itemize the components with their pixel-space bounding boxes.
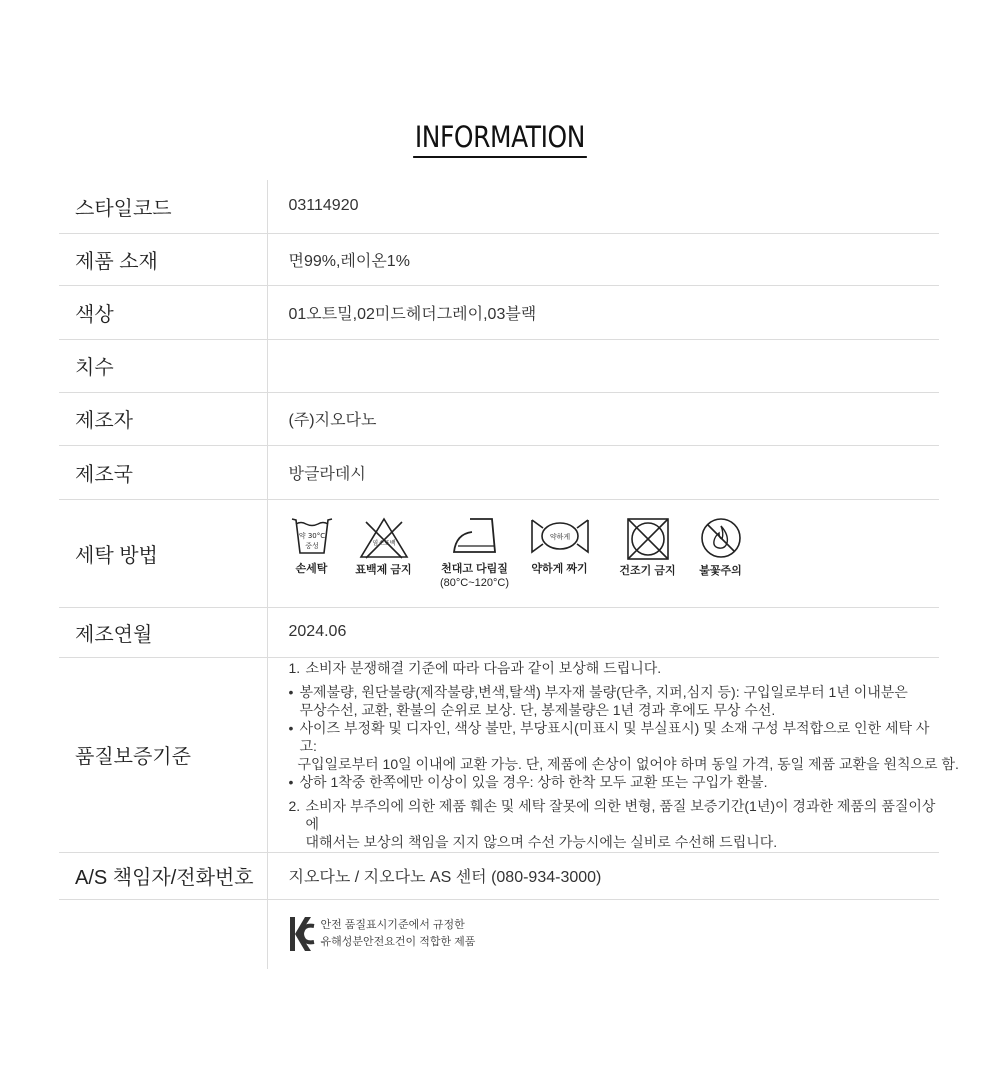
- caption-iron: 천대고 다림질: [441, 563, 508, 575]
- caption-no-bleach: 표백제 금지: [355, 564, 412, 576]
- bullet-mark: •: [288, 773, 294, 790]
- bullet-mark: •: [288, 719, 294, 736]
- hand-wash-temp: 약 30°C: [298, 532, 325, 540]
- label-kc-empty: [59, 899, 267, 969]
- wash-icon-no-dry: [613, 516, 683, 578]
- label-style-code: 스타일코드: [59, 180, 267, 233]
- warranty-item-2-line1: 소비자 부주의에 의한 제품 훼손 및 세탁 잘못에 의한 변형, 품질 보증기간(1년)이 경과한 제품의 품질이상에: [305, 797, 936, 832]
- bullet-mark: •: [288, 683, 294, 700]
- value-maker: (주)지오다노: [267, 392, 939, 445]
- value-size: [267, 339, 939, 392]
- warranty-bullet-2-line1: 사이즈 부정확 및 디자인, 색상 불만, 부당표시(미표시 및 부실표시) 및 소재 구성 부적합으로 인한 세탁 사고:: [299, 719, 930, 754]
- wash-icon-wring: [525, 516, 595, 576]
- warranty-bullet-1-line2: 무상수선, 교환, 환불의 순위로 보상. 단, 봉제불량은 1년 경과 후에도 무상 수선.: [299, 701, 776, 718]
- label-color: 색상: [59, 285, 267, 339]
- wash-icon-fire: [691, 516, 751, 578]
- no-dryer-icon: [625, 516, 671, 562]
- label-country: 제조국: [59, 445, 267, 499]
- caption-fire: 불꽃주의: [699, 565, 742, 577]
- label-maker: 제조자: [59, 392, 267, 445]
- value-style-code: 03114920: [267, 180, 939, 233]
- row-wash: [59, 499, 939, 607]
- kc-certification: [289, 916, 939, 952]
- warranty-bullet-2-line2: 구입일로부터 10일 이내에 교환 가능. 단, 제품에 손상이 없어야 하며 동일 가격, 동일 제품 교환을 원칙으로 함.: [297, 755, 959, 772]
- hand-wash-neutral: 중성: [304, 542, 319, 550]
- caption-iron-temp: (80°C~120°C): [439, 577, 510, 589]
- warranty-bullet-3: [289, 773, 939, 791]
- warranty-text: [288, 659, 959, 851]
- label-date: 제조연월: [59, 607, 267, 657]
- kc-mark-icon: [289, 916, 315, 952]
- row-warranty: [59, 657, 939, 852]
- page-title: INFORMATION: [413, 118, 587, 158]
- wash-icon-no-bleach: [349, 516, 419, 577]
- caption-no-dry: 건조기 금지: [619, 565, 676, 577]
- row-color: [59, 285, 939, 339]
- fire-caution-icon: [699, 516, 743, 560]
- warranty-item-2: [289, 797, 939, 833]
- wring-icon: [529, 516, 591, 556]
- warranty-item-2-num: 2.: [288, 797, 301, 814]
- caption-hand-wash: 손세탁: [295, 563, 328, 575]
- wring-text: 약하게: [549, 533, 570, 541]
- row-material: [59, 233, 939, 285]
- warranty-item-2-line2: 대해서는 보상의 책임을 지지 않으며 수선 가능시에는 실비로 수선해 드립니다.: [305, 833, 778, 850]
- value-kc: [267, 899, 939, 969]
- value-wash: [267, 499, 939, 607]
- value-country: 방글라데시: [267, 445, 939, 499]
- row-maker: [59, 392, 939, 445]
- info-table: [59, 180, 959, 969]
- label-material: 제품 소재: [59, 233, 267, 285]
- row-country: [59, 445, 939, 499]
- row-kc: [59, 899, 939, 969]
- iron-icon: [450, 516, 500, 556]
- row-date: [59, 607, 939, 657]
- kc-line-1: 안전 품질표시기준에서 규정한: [320, 919, 465, 932]
- wash-icon-hand-wash: [287, 516, 337, 576]
- info-title-wrap: [0, 118, 1000, 158]
- warranty-bullet-1-line1: 봉제불량, 원단불량(제작불량,변색,탈색) 부자재 불량(단추, 지퍼,심지 등): 구입일로부터 1년 이내분은: [299, 683, 908, 700]
- row-as: [59, 852, 939, 899]
- hand-wash-icon: [290, 516, 334, 556]
- no-bleach-text: 염소표백: [371, 540, 396, 547]
- no-bleach-icon: [358, 516, 410, 560]
- value-color: 01오트밀,02미드헤더그레이,03블랙: [267, 285, 939, 339]
- kc-line-2: 유해성분안전요건이 적합한 제품: [320, 936, 476, 949]
- value-date: 2024.06: [267, 607, 939, 657]
- label-warranty: 품질보증기준: [59, 657, 267, 852]
- label-wash: 세탁 방법: [59, 499, 267, 607]
- warranty-item-1-text: 소비자 분쟁해결 기준에 따라 다음과 같이 보상해 드립니다.: [305, 659, 662, 676]
- kc-text: [321, 917, 476, 951]
- row-style-code: [59, 180, 939, 233]
- wash-icon-iron: [435, 516, 515, 590]
- row-size: [59, 339, 939, 392]
- value-as: 지오다노 / 지오다노 AS 센터 (080-934-3000): [267, 852, 939, 899]
- warranty-bullet-1: [289, 683, 939, 701]
- wash-icons: [289, 516, 939, 590]
- warranty-item-1: [289, 659, 939, 677]
- value-warranty: [267, 657, 959, 852]
- label-size: 치수: [59, 339, 267, 392]
- warranty-bullet-2: [289, 719, 939, 755]
- label-as: A/S 책임자/전화번호: [59, 852, 267, 899]
- caption-wring: 약하게 짜기: [531, 563, 588, 575]
- warranty-item-1-num: 1.: [288, 659, 301, 676]
- value-material: 면99%,레이온1%: [267, 233, 939, 285]
- warranty-bullet-3-text: 상하 1착중 한쪽에만 이상이 있을 경우: 상하 한착 모두 교환 또는 구입가 환불.: [299, 773, 768, 790]
